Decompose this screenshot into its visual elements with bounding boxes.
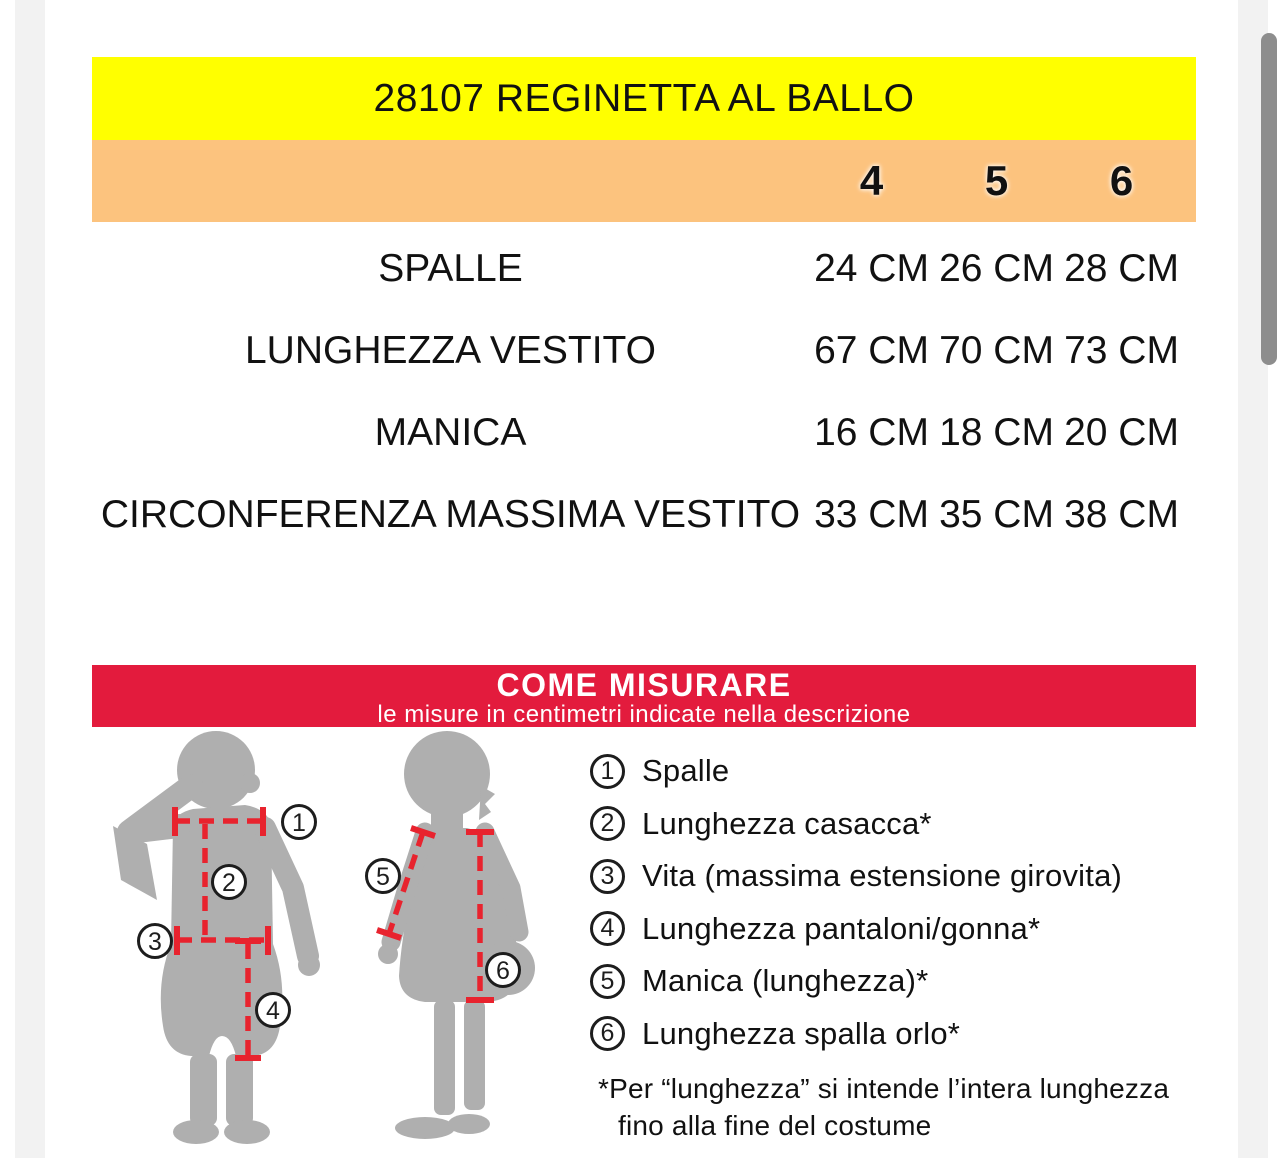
legend-label-5: Manica (lunghezza)* xyxy=(642,963,929,999)
row-value: 24 CM xyxy=(814,247,929,290)
legend-label-1: Spalle xyxy=(642,753,730,789)
row-value: 33 CM xyxy=(814,493,929,536)
legend-num-1: 1 xyxy=(590,754,625,789)
legend-label-6: Lunghezza spalla orlo* xyxy=(642,1015,961,1051)
measure-footnote xyxy=(598,1070,1169,1144)
marker-circle-1 xyxy=(283,806,316,839)
marker-circle-4 xyxy=(257,994,290,1027)
legend-item-3 xyxy=(590,850,1122,903)
row-label: CIRCONFERENZA MASSIMA VESTITO xyxy=(100,493,801,536)
size-header-5: 5 xyxy=(984,157,1009,204)
product-title: 28107 REGINETTA AL BALLO xyxy=(373,76,915,120)
legend-item-4 xyxy=(590,903,1122,956)
footnote-line-1: *Per “lunghezza” si intende l’intera lunghezza xyxy=(598,1073,1170,1104)
legend-label-3: Vita (massima estensione girovita) xyxy=(642,858,1123,894)
row-value: 38 CM xyxy=(1064,493,1179,536)
size-header-4: 4 xyxy=(859,157,884,204)
row-label: LUNGHEZZA VESTITO xyxy=(244,329,657,372)
girl-silhouette xyxy=(378,731,535,1139)
footnote-line-2: fino alla fine del costume xyxy=(618,1110,932,1141)
svg-text:2: 2 xyxy=(222,869,236,897)
legend-num-5: 5 xyxy=(590,964,625,999)
measure-guide-title: COME MISURARE xyxy=(496,667,792,703)
measure-figures xyxy=(95,728,565,1158)
legend-num-2: 2 xyxy=(590,806,625,841)
row-value: 67 CM xyxy=(814,329,929,372)
product-title-banner xyxy=(92,57,1196,140)
legend-num-6: 6 xyxy=(590,1016,625,1051)
legend-label-2: Lunghezza casacca* xyxy=(642,805,932,841)
marker-circle-5 xyxy=(367,860,400,893)
measure-legend xyxy=(590,745,1122,1060)
row-value: 18 CM xyxy=(939,411,1054,454)
legend-label-4: Lunghezza pantaloni/gonna* xyxy=(642,910,1041,946)
marker-circle-6 xyxy=(487,954,520,987)
measure-guide-banner xyxy=(92,665,1196,727)
table-row-lunghezza-vestito xyxy=(92,310,1196,392)
measurements-table xyxy=(92,222,1196,556)
svg-text:1: 1 xyxy=(292,809,306,837)
row-value: 35 CM xyxy=(939,493,1054,536)
row-label: SPALLE xyxy=(378,247,523,290)
row-value: 16 CM xyxy=(814,411,929,454)
page-gutter-left xyxy=(15,0,45,1158)
row-value: 20 CM xyxy=(1064,411,1179,454)
row-value: 73 CM xyxy=(1064,329,1179,372)
svg-text:5: 5 xyxy=(376,863,390,891)
measure-guide-subtitle: le misure in centimetri indicate nella descrizione xyxy=(377,701,911,728)
row-value: 28 CM xyxy=(1064,247,1179,290)
table-row-circonferenza xyxy=(92,474,1196,556)
legend-num-3: 3 xyxy=(590,859,625,894)
sizes-header-row xyxy=(92,140,1196,222)
svg-text:6: 6 xyxy=(496,957,510,985)
svg-text:4: 4 xyxy=(266,997,280,1025)
legend-item-6 xyxy=(590,1008,1122,1061)
legend-item-1 xyxy=(590,745,1122,798)
legend-item-2 xyxy=(590,798,1122,851)
marker-circle-3 xyxy=(139,925,172,958)
size-header-6: 6 xyxy=(1109,157,1134,204)
row-value: 70 CM xyxy=(939,329,1054,372)
row-label: MANICA xyxy=(374,411,527,454)
marker-circle-2 xyxy=(213,866,246,899)
scrollbar-thumb[interactable] xyxy=(1261,33,1277,365)
legend-item-5 xyxy=(590,955,1122,1008)
legend-num-4: 4 xyxy=(590,911,625,946)
table-row-spalle xyxy=(92,228,1196,310)
row-value: 26 CM xyxy=(939,247,1054,290)
table-row-manica xyxy=(92,392,1196,474)
svg-text:3: 3 xyxy=(148,928,162,956)
